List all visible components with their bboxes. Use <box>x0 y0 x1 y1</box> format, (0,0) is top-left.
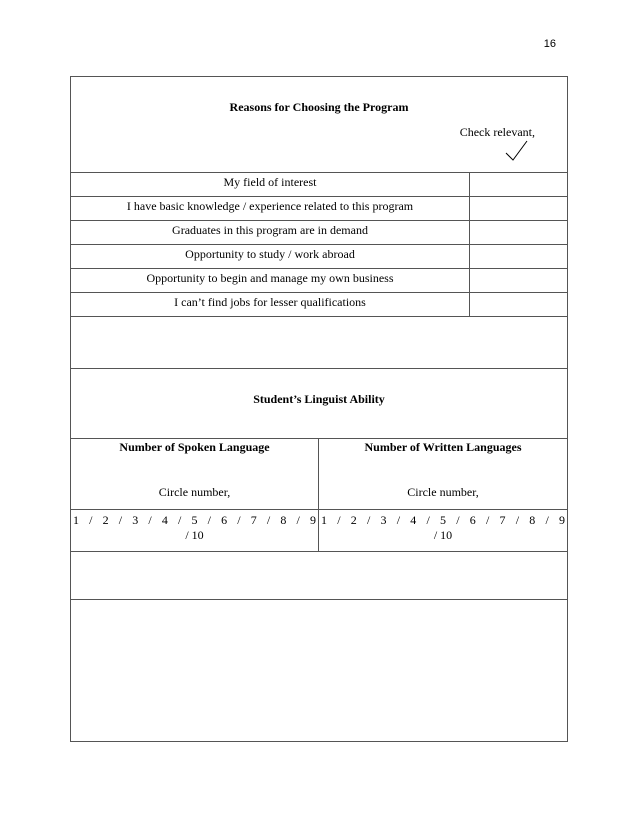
reasons-header <box>71 77 567 172</box>
language-columns-header <box>71 439 567 510</box>
reason-row <box>71 197 567 221</box>
linguist-header <box>71 369 567 439</box>
checkmark-icon <box>503 137 529 163</box>
reason-row <box>71 269 567 293</box>
reason-label: My field of interest <box>71 173 470 197</box>
reason-label: Opportunity to study / work abroad <box>71 245 470 269</box>
spoken-numbers-line-end[interactable]: / 10 <box>185 528 204 542</box>
reason-checkbox[interactable] <box>470 173 567 197</box>
reason-row <box>71 173 567 197</box>
spoken-language-heading: Number of Spoken Language <box>119 440 270 454</box>
reason-row <box>71 293 567 317</box>
written-numbers-line[interactable]: 1 / 2 / 3 / 4 / 5 / 6 / 7 / 8 / 9 <box>321 513 565 527</box>
reason-checkbox[interactable] <box>470 245 567 269</box>
written-numbers-line-end[interactable]: / 10 <box>433 528 453 542</box>
page-number: 16 <box>543 38 556 50</box>
reason-checkbox[interactable] <box>470 269 567 293</box>
reasons-title: Reasons for Choosing the Program <box>229 100 409 114</box>
reason-checkbox[interactable] <box>470 221 567 245</box>
check-relevant-label: Check relevant, <box>459 125 535 139</box>
reasons-list <box>71 172 567 319</box>
blank-row[interactable] <box>71 552 567 600</box>
written-circle-instruction: Circle number, <box>407 485 479 499</box>
reason-label: I have basic knowledge / experience related to this program <box>71 197 470 221</box>
written-number-options[interactable] <box>319 510 567 551</box>
reason-checkbox[interactable] <box>470 293 567 317</box>
blank-row[interactable] <box>71 319 567 369</box>
reason-label: Graduates in this program are in demand <box>71 221 470 245</box>
survey-form-table <box>70 76 568 742</box>
spoken-number-options[interactable] <box>71 510 319 551</box>
blank-area[interactable] <box>71 600 567 741</box>
reason-checkbox[interactable] <box>470 197 567 221</box>
reason-row <box>71 245 567 269</box>
spoken-numbers-line[interactable]: 1 / 2 / 3 / 4 / 5 / 6 / 7 / 8 / 9 <box>73 513 316 527</box>
written-language-heading: Number of Written Languages <box>364 440 522 454</box>
linguist-title: Student’s Linguist Ability <box>253 392 385 406</box>
written-language-header-cell <box>319 439 567 509</box>
reason-label: I can’t find jobs for lesser qualifications <box>71 293 470 317</box>
spoken-language-header-cell <box>71 439 319 509</box>
spoken-circle-instruction: Circle number, <box>158 485 231 499</box>
reason-row <box>71 221 567 245</box>
reason-label: Opportunity to begin and manage my own business <box>71 269 470 293</box>
language-number-row <box>71 510 567 552</box>
